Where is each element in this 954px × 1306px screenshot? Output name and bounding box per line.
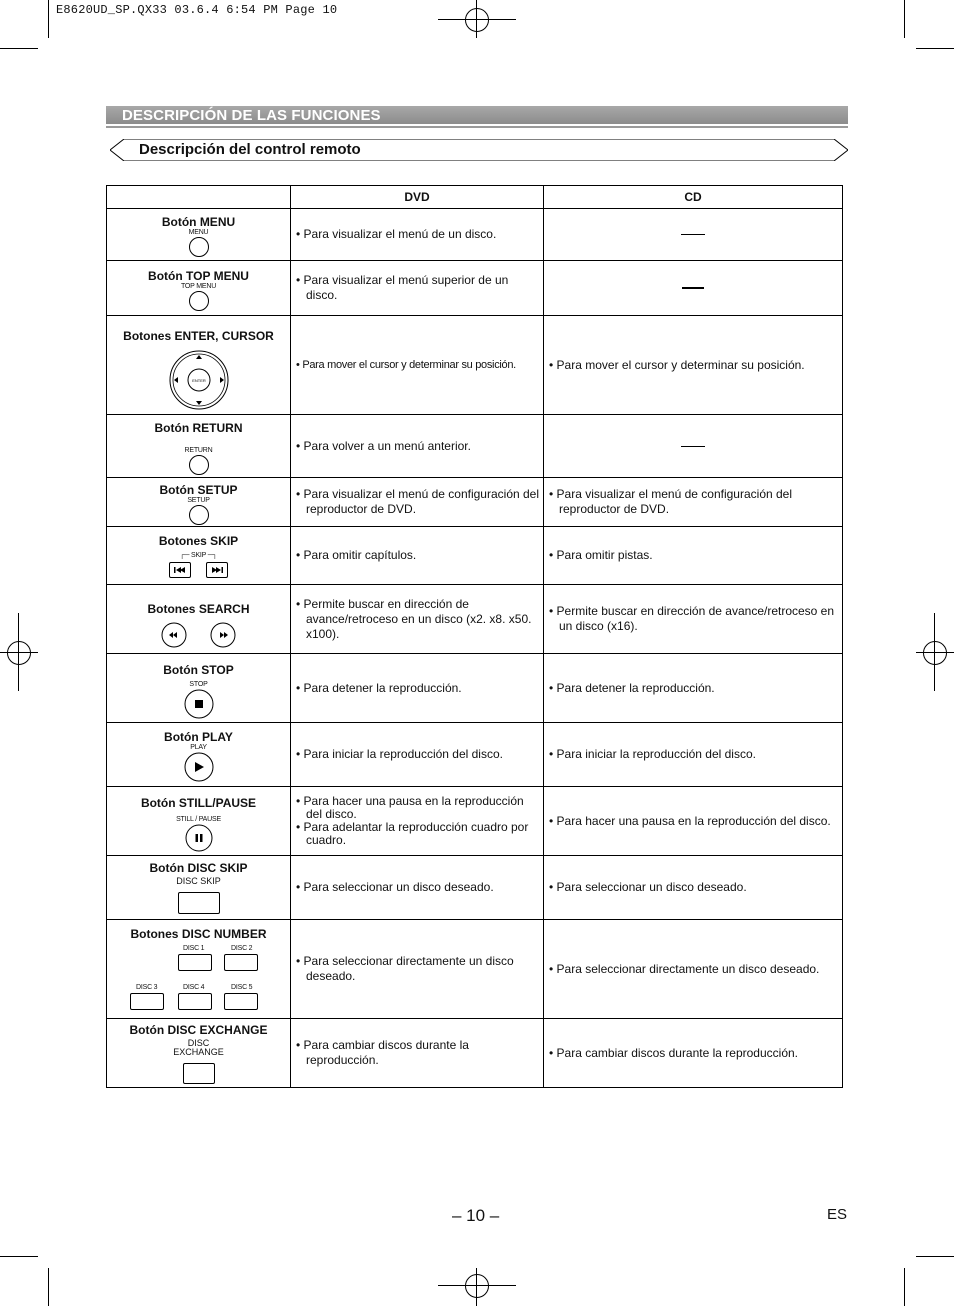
dvd-cell (291, 856, 544, 920)
button-name: Botón PLAY (164, 730, 233, 744)
list-item: • Para cambiar discos durante la reproducción. (296, 1038, 469, 1067)
list-item: • Para mover el cursor y determinar su posición. (549, 357, 805, 372)
button-cell (107, 856, 291, 920)
list-item: • Para seleccionar un disco deseado. (296, 880, 494, 894)
crop-mark (48, 1268, 49, 1306)
table-header-row (107, 186, 843, 209)
disc-label: DISC 3 (136, 983, 158, 991)
disc-4-button[interactable] (178, 993, 212, 1010)
cd-cell (544, 920, 843, 1019)
button-name: Botones DISC NUMBER (130, 926, 267, 941)
crop-mark (904, 0, 905, 38)
language-tag: ES (827, 1206, 848, 1223)
section-title: DESCRIPCIÓN DE LAS FUNCIONES (122, 107, 381, 124)
dvd-cell (291, 654, 544, 723)
list-item: • Para omitir capítulos. (296, 548, 417, 562)
menu-button-icon (189, 237, 209, 257)
button-label: DISC EXCHANGE (173, 1037, 224, 1057)
list-item: • Para adelantar la reproducción cuadro por cuadro. (296, 820, 529, 847)
button-name: Botones SEARCH (147, 601, 250, 616)
disc-label: DISC 1 (183, 944, 205, 952)
table-row (107, 723, 843, 787)
page-number: – 10 – (452, 1206, 500, 1225)
button-name: Botón DISC EXCHANGE (129, 1022, 268, 1037)
dvd-cell (291, 787, 544, 856)
print-slug: E8620UD_SP.QX33 03.6.4 6:54 PM Page 10 (56, 3, 338, 17)
list-item: • Para visualizar el menú superior de un disco. (296, 273, 509, 302)
return-button-icon (189, 455, 209, 475)
button-name: Botón STOP (163, 663, 234, 677)
disc-label: DISC 2 (231, 944, 253, 952)
not-applicable-dash (681, 446, 705, 447)
crop-mark (0, 48, 38, 49)
table-row (107, 316, 843, 415)
subsection-title: Descripción del control remoto (139, 141, 361, 158)
table-row (107, 261, 843, 316)
dvd-cell (291, 527, 544, 585)
list-item: • Permite buscar en dirección de avance/retroceso en un disco (x2. x8. x50. x100). (296, 596, 532, 641)
list-item: • Para detener la reproducción. (549, 680, 715, 695)
dvd-cell (291, 920, 544, 1019)
table-row (107, 527, 843, 585)
cd-cell (544, 478, 843, 527)
button-cell (107, 209, 291, 261)
crop-mark (916, 1256, 954, 1257)
skip-back-icon (169, 562, 191, 578)
button-cell (107, 920, 291, 1019)
table-row (107, 856, 843, 920)
list-item: • Para detener la reproducción. (296, 680, 462, 695)
not-applicable-dash (681, 234, 705, 235)
button-cell (107, 527, 291, 585)
play-icon (184, 752, 214, 782)
button-name: Botón MENU (161, 215, 236, 229)
crop-mark (916, 48, 954, 49)
list-item: • Para seleccionar directamente un disco deseado. (549, 961, 820, 976)
fast-forward-icon (210, 622, 236, 648)
cursor-pad-icon (166, 349, 232, 411)
top-menu-button-icon (189, 291, 209, 311)
list-item: • Para visualizar el menú de un disco. (296, 227, 497, 241)
button-cell (107, 478, 291, 527)
setup-button-icon (189, 505, 209, 525)
dvd-cell (291, 585, 544, 654)
cd-cell (544, 723, 843, 787)
list-item: • Para mover el cursor y determinar su posición. (296, 358, 516, 371)
button-label: RETURN (184, 446, 213, 454)
button-name: Botones ENTER, CURSOR (123, 328, 274, 343)
button-label: STILL / PAUSE (176, 815, 221, 823)
dvd-cell (291, 316, 544, 415)
dvd-cell (291, 209, 544, 261)
crop-mark (904, 1268, 905, 1306)
table-row (107, 920, 843, 1019)
table-row (107, 1019, 843, 1088)
list-item: • Para hacer una pausa en la reproducción del disco. (296, 794, 524, 821)
button-cell (107, 316, 291, 415)
cd-cell (544, 527, 843, 585)
button-cell (107, 585, 291, 654)
table-row (107, 654, 843, 723)
list-item: • Para volver a un menú anterior. (296, 438, 471, 453)
disc-label: DISC 4 (183, 983, 205, 991)
button-cell (107, 415, 291, 478)
cd-cell (544, 654, 843, 723)
button-cell (107, 723, 291, 787)
table-row (107, 585, 843, 654)
skip-forward-icon (206, 562, 228, 578)
button-name: Botón SETUP (159, 482, 238, 497)
crop-mark (48, 0, 49, 38)
crop-mark (0, 1256, 38, 1257)
list-item: • Para seleccionar un disco deseado. (549, 880, 747, 894)
list-item: • Para omitir pistas. (549, 548, 653, 562)
dvd-cell (291, 1019, 544, 1088)
cd-cell (544, 209, 843, 261)
table-row (107, 478, 843, 527)
list-item: • Permite buscar en dirección de avance/retroceso en un disco (x16). (549, 604, 835, 633)
button-name: Botón STILL/PAUSE (140, 795, 257, 810)
cd-cell (544, 787, 843, 856)
table-row (107, 209, 843, 261)
cd-cell (544, 261, 843, 316)
header-button (107, 186, 291, 209)
button-name: Botones SKIP (158, 533, 239, 548)
disc-exchange-button-icon (183, 1063, 215, 1084)
disc-1-button[interactable] (178, 954, 212, 971)
dvd-cell (291, 723, 544, 787)
list-item: • Para visualizar el menú de configuración del reproductor de DVD. (549, 487, 793, 516)
button-label: MENU (188, 229, 209, 236)
button-label: SETUP (187, 496, 210, 504)
list-item: • Para cambiar discos durante la reproducción. (549, 1045, 799, 1060)
button-label: STOP (189, 681, 208, 688)
cd-cell (544, 415, 843, 478)
list-item: • Para iniciar la reproducción del disco. (549, 747, 756, 761)
button-cell (107, 261, 291, 316)
disc-skip-button-icon (178, 892, 220, 914)
cd-cell (544, 1019, 843, 1088)
button-label: ┌─ SKIP ─┐ (179, 551, 218, 559)
list-item: • Para hacer una pausa en la reproducción del disco. (549, 813, 831, 828)
button-name: Botón DISC SKIP (149, 861, 248, 875)
list-item: • Para iniciar la reproducción del disco. (296, 747, 503, 761)
disc-2-button[interactable] (224, 954, 258, 971)
stop-icon (184, 689, 214, 719)
table-row (107, 787, 843, 856)
list-item: • Para seleccionar directamente un disco deseado. (296, 954, 514, 983)
rewind-icon (161, 622, 187, 648)
function-table (106, 185, 843, 1088)
button-label: PLAY (190, 744, 207, 751)
not-applicable-dash (682, 287, 704, 289)
header-cd: CD (544, 186, 843, 209)
button-label: DISC SKIP (176, 876, 221, 886)
svg-text:ENTER: ENTER (191, 377, 206, 383)
cd-cell (544, 856, 843, 920)
pause-icon (185, 824, 213, 852)
header-dvd: DVD (291, 186, 544, 209)
disc-5-button[interactable] (224, 993, 258, 1010)
table-row (107, 415, 843, 478)
button-cell (107, 654, 291, 723)
button-label: TOP MENU (180, 282, 217, 290)
cd-cell (544, 316, 843, 415)
disc-label: DISC 5 (231, 983, 253, 991)
section-header-underline (106, 126, 848, 128)
button-cell (107, 787, 291, 856)
dvd-cell (291, 261, 544, 316)
cd-cell (544, 585, 843, 654)
dvd-cell (291, 415, 544, 478)
button-name: Botón TOP MENU (148, 268, 249, 283)
list-item: • Para visualizar el menú de configuración del reproductor de DVD. (296, 487, 540, 516)
button-name: Botón RETURN (154, 420, 243, 435)
disc-3-button[interactable] (130, 993, 164, 1010)
button-cell (107, 1019, 291, 1088)
dvd-cell (291, 478, 544, 527)
